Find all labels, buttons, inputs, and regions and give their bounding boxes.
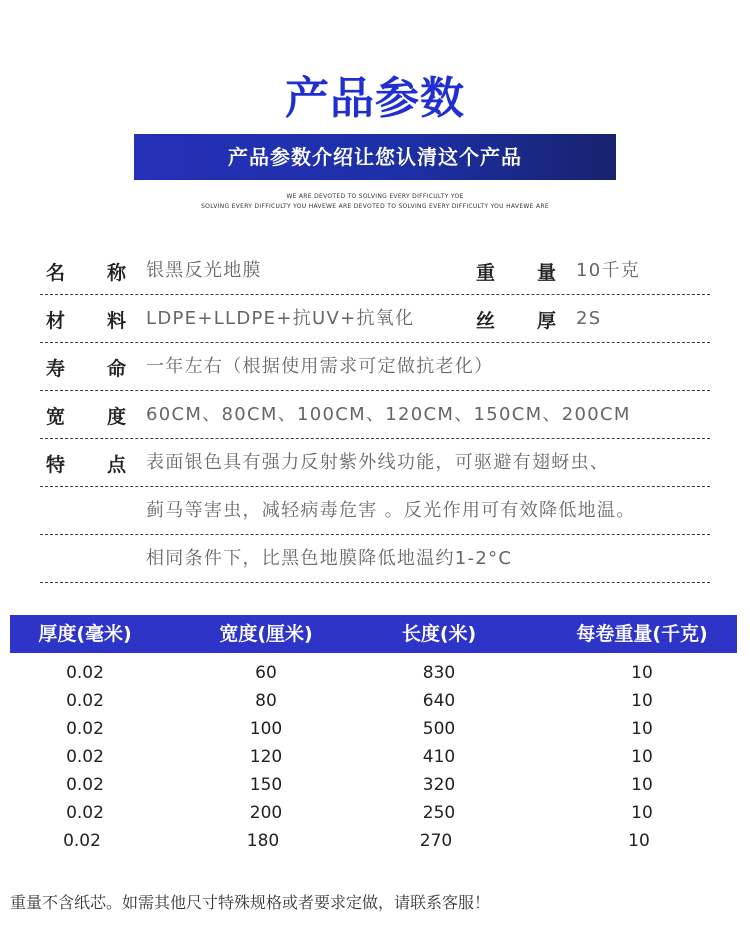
- size-table-header: [10, 615, 737, 653]
- tagline-line-2: SOLVING EVERY DIFFICULTY YOU HAVEWE ARE DEVOTED TO SOLVING EVERY DIFFICULTY YOU HAVEWE ARE: [201, 203, 549, 210]
- spec-label-thickness: 丝 厚: [476, 309, 556, 332]
- spec-row-lifespan: [40, 343, 710, 391]
- spec-row-features-3: [40, 535, 710, 583]
- spec-label-features: 特 点: [46, 453, 126, 476]
- spec-value-thickness: 2S: [576, 308, 602, 329]
- spec-value-lifespan: 一年左右（根据使用需求可定做抗老化）: [146, 356, 494, 377]
- table-row: 0.02 60 830 10: [66, 663, 653, 683]
- col-header-width: 宽度(厘米): [219, 623, 313, 645]
- spec-row-width: [40, 391, 710, 439]
- table-row: 0.02 150 320 10: [66, 775, 653, 795]
- tagline-line-1: WE ARE DEVOTED TO SOLVING EVERY DIFFICULTY YOE: [286, 193, 464, 200]
- table-row: 0.02 180 270 10: [63, 831, 650, 851]
- spec-value-name: 银黑反光地膜: [146, 260, 262, 281]
- table-row: 0.02 120 410 10: [66, 747, 653, 767]
- footer-note: 重量不含纸芯。如需其他尺寸特殊规格或者要求定做，请联系客服！: [10, 893, 491, 912]
- spec-label-width: 宽 度: [46, 405, 126, 428]
- spec-label-weight: 重 量: [476, 261, 556, 284]
- spec-row-material-thickness: [40, 295, 710, 343]
- spec-row-name-weight: [40, 247, 710, 295]
- table-row: 0.02 80 640 10: [66, 691, 653, 711]
- spec-value-material: LDPE+LLDPE+抗UV+抗氧化: [146, 308, 415, 329]
- spec-label-name: 名 称: [46, 261, 126, 284]
- spec-value-features-line-3: 相同条件下，比黑色地膜降低地温约1-2°C: [146, 548, 513, 569]
- spec-value-features-line-1: 表面银色具有强力反射紫外线功能，可驱避有翅蚜虫、: [146, 452, 610, 473]
- spec-row-features-2: [40, 487, 710, 535]
- spec-row-features-1: [40, 439, 710, 487]
- intro-banner: 产品参数介绍让您认清这个产品: [134, 134, 616, 180]
- page-title: 产品参数: [285, 73, 465, 124]
- col-header-thickness: 厚度(毫米): [38, 623, 132, 645]
- spec-value-width: 60CM、80CM、100CM、120CM、150CM、200CM: [146, 404, 631, 425]
- spec-value-features-line-2: 蓟马等害虫，减轻病毒危害 。反光作用可有效降低地温。: [146, 500, 636, 521]
- spec-label-lifespan: 寿 命: [46, 357, 126, 380]
- spec-value-weight: 10千克: [576, 260, 641, 281]
- col-header-roll-weight: 每卷重量(千克): [576, 623, 708, 645]
- table-row: 0.02 100 500 10: [66, 719, 653, 739]
- spec-label-material: 材 料: [46, 309, 126, 332]
- table-row: 0.02 200 250 10: [66, 803, 653, 823]
- col-header-length: 长度(米): [401, 623, 477, 645]
